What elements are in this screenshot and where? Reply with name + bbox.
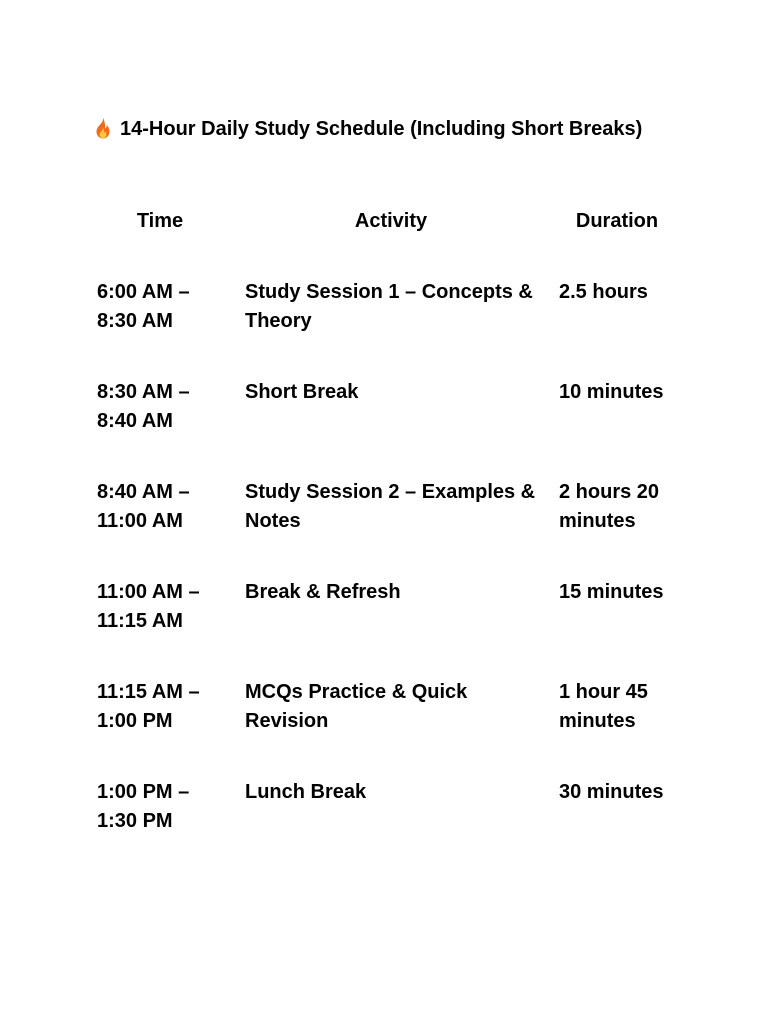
cell-activity: Break & Refresh — [245, 581, 401, 603]
cell-time: 11:15 AM – 1:00 PM — [97, 681, 200, 732]
page-title-text: 14-Hour Daily Study Schedule (Including Short Breaks) — [120, 118, 643, 140]
cell-activity: Short Break — [245, 381, 359, 403]
cell-time: 8:40 AM – 11:00 AM — [97, 481, 190, 532]
cell-duration: 15 minutes — [559, 581, 664, 603]
fire-icon — [91, 116, 115, 138]
cell-time: 6:00 AM – 8:30 AM — [97, 281, 190, 332]
table-row — [86, 371, 686, 471]
cell-activity: Study Session 2 – Examples & Notes — [245, 481, 536, 532]
cell-time: 8:30 AM – 8:40 AM — [97, 381, 190, 432]
cell-time: 1:00 PM – 1:30 PM — [97, 781, 190, 832]
cell-duration: 2.5 hours — [559, 281, 648, 303]
column-header-time: Time — [136, 210, 184, 232]
cell-activity: Lunch Break — [245, 781, 367, 803]
schedule-table — [86, 200, 686, 871]
page-title — [91, 115, 651, 144]
table-row — [86, 671, 686, 771]
table-row — [86, 571, 686, 671]
cell-duration: 2 hours 20 minutes — [559, 481, 660, 532]
column-header-activity: Activity — [354, 210, 428, 232]
table-header-row — [86, 200, 686, 271]
cell-activity: Study Session 1 – Concepts & Theory — [245, 281, 533, 332]
table-row — [86, 271, 686, 371]
cell-duration: 30 minutes — [559, 781, 664, 803]
table-row — [86, 471, 686, 571]
cell-duration: 10 minutes — [559, 381, 664, 403]
cell-activity: MCQs Practice & Quick Revision — [245, 681, 468, 732]
table-row — [86, 771, 686, 871]
cell-duration: 1 hour 45 minutes — [559, 681, 648, 732]
cell-time: 11:00 AM – 11:15 AM — [97, 581, 200, 632]
column-header-duration: Duration — [575, 210, 659, 232]
